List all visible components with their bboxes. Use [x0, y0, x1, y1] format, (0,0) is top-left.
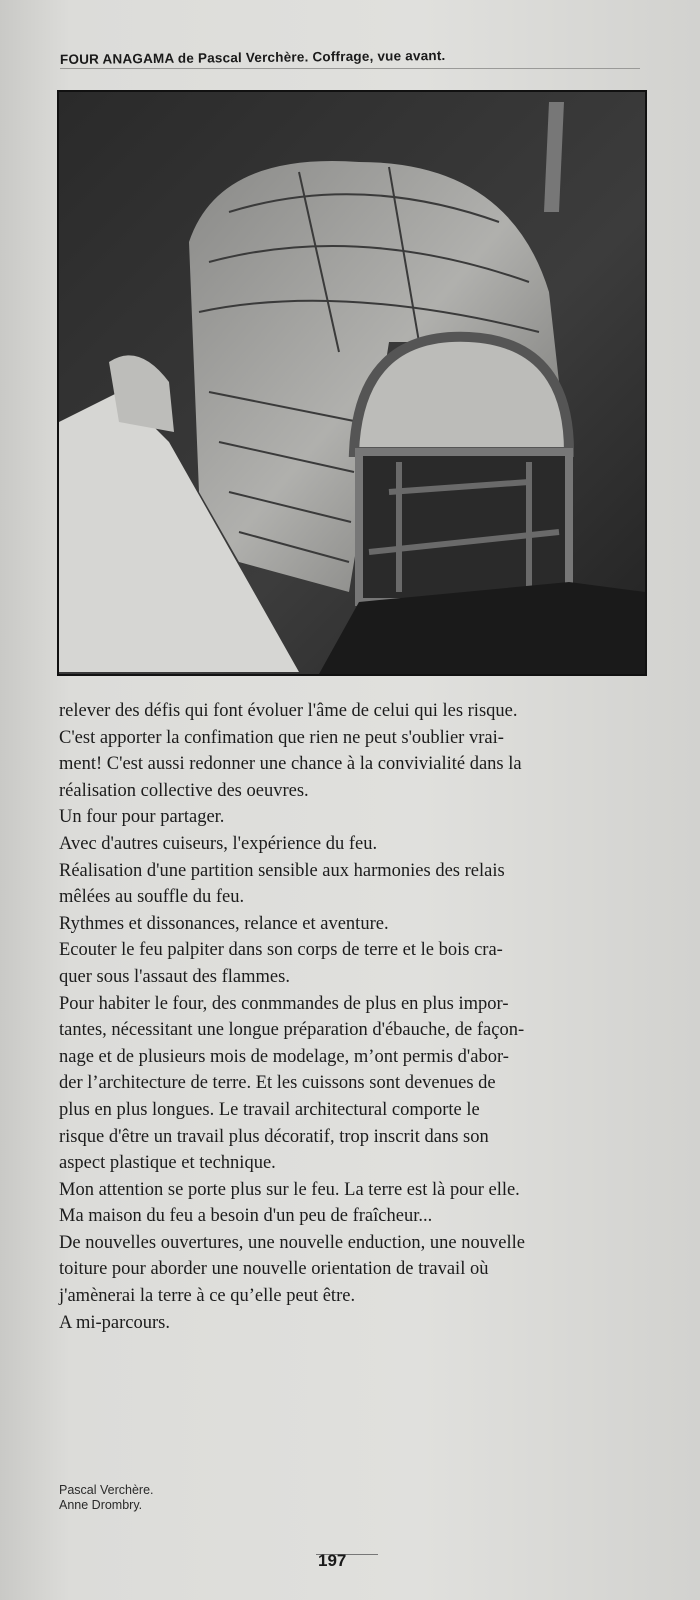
body-line: Pour habiter le four, des conmmandes de plus en plus impor-: [59, 993, 509, 1014]
kiln-formwork-image: [59, 92, 645, 674]
body-line: tantes, nécessitant une longue préparation d'ébauche, de façon-: [59, 1020, 525, 1041]
author-name: Anne Drombry.: [59, 1498, 143, 1512]
body-line: nage et de plusieurs mois de modelage, m’ont permis d'abor-: [59, 1046, 509, 1067]
body-line: Mon attention se porte plus sur le feu. La terre est là pour elle.: [59, 1179, 520, 1200]
author-signature: [59, 1483, 154, 1513]
body-line: Ma maison du feu a besoin d'un peu de fraîcheur...: [59, 1206, 433, 1227]
article-body: [59, 698, 649, 1336]
body-line: relever des défis qui font évoluer l'âme de celui qui les risque.: [59, 701, 518, 721]
body-line: Réalisation d'une partition sensible aux harmonies des relais: [59, 860, 505, 881]
author-name: Pascal Verchère.: [59, 1483, 154, 1497]
body-line: plus en plus longues. Le travail architectural comporte le: [59, 1099, 480, 1120]
photo-caption: FOUR ANAGAMA de Pascal Verchère. Coffrage, vue avant.: [59, 47, 446, 68]
caption-rule: [60, 68, 640, 69]
body-line: risque d'être un travail plus décoratif, trop inscrit dans son: [59, 1126, 489, 1147]
body-line: De nouvelles ouvertures, une nouvelle enduction, une nouvelle: [59, 1232, 525, 1253]
body-line: ment! C'est aussi redonner une chance à la convivialité dans la: [59, 754, 522, 775]
body-line: toiture pour aborder une nouvelle orientation de travail où: [59, 1259, 489, 1280]
body-line: j'amènerai la terre à ce qu’elle peut être.: [59, 1286, 356, 1307]
body-line: Ecouter le feu palpiter dans son corps de terre et le bois cra-: [59, 940, 503, 961]
body-line: Avec d'autres cuiseurs, l'expérience du feu.: [59, 833, 378, 854]
body-line: Rythmes et dissonances, relance et aventure.: [59, 913, 389, 934]
body-line: der l’architecture de terre. Et les cuissons sont devenues de: [59, 1073, 496, 1094]
body-line: Un four pour partager.: [59, 807, 225, 828]
body-line: aspect plastique et technique.: [59, 1153, 276, 1174]
body-line: mêlées au souffle du feu.: [59, 887, 245, 908]
page-number: 197: [318, 1551, 347, 1570]
kiln-photo: [57, 90, 647, 676]
body-line: quer sous l'assaut des flammes.: [59, 966, 290, 987]
body-line: réalisation collective des oeuvres.: [59, 780, 309, 801]
body-line: A mi-parcours.: [59, 1312, 170, 1333]
body-line: C'est apporter la confimation que rien ne peut s'oublier vrai-: [59, 727, 504, 748]
